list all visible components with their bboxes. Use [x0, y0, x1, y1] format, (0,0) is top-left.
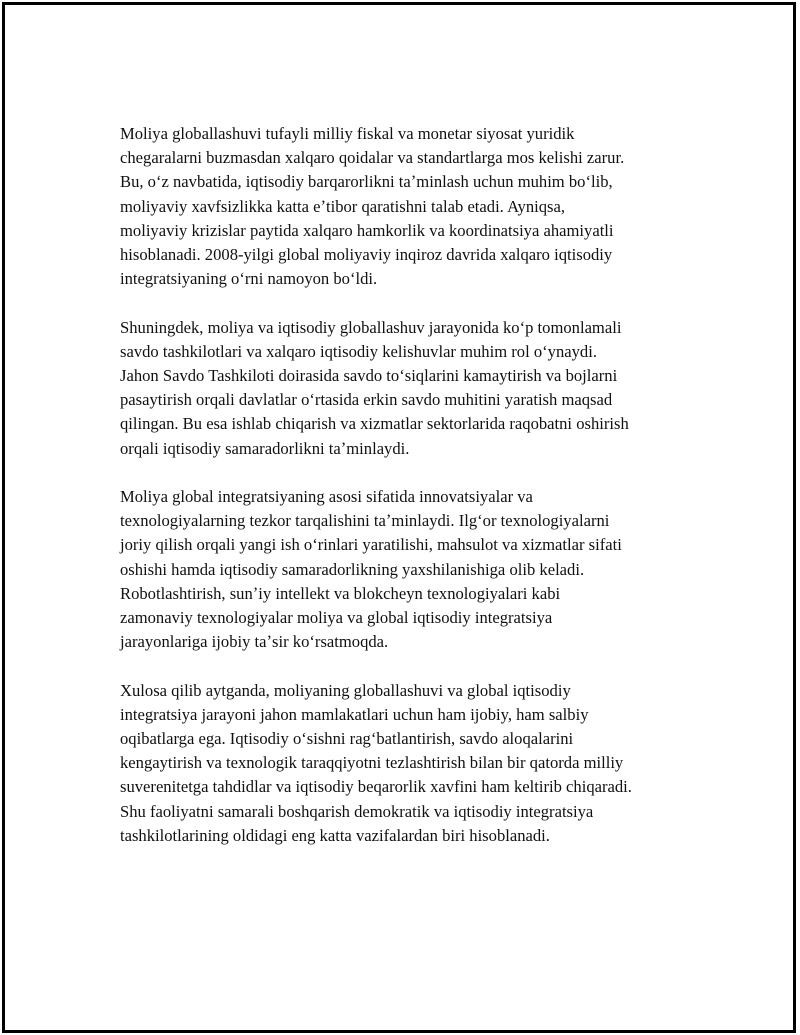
paragraph-1: Moliya globallashuvi tufayli milliy fiskal va monetar siyosat yuridik chegaralarni buzmasdan xalqaro qoidalar va standartlarga mos kelishi zarur. Bu, oʻz navbatida, iqtisodiy barqarorlikni taʼminlash uchun muhim boʻlib, moliyaviy xavfsizlikka katta eʼtibor qaratishni talab etadi. Ayniqsa, moliyaviy krizislar paytida xalqaro hamkorlik va koordinatsiya ahamiyatli hisoblanadi. 2008-yilgi global moliyaviy inqiroz davrida xalqaro iqtisodiy integratsiyaning oʻrni namoyon boʻldi. — [120, 124, 625, 289]
page-frame — [2, 2, 796, 1033]
paragraph-4: Xulosa qilib aytganda, moliyaning globallashuvi va global iqtisodiy integratsiya jarayoni jahon mamlakatlari uchun ham ijobiy, ham salbiy oqibatlarga ega. Iqtisodiy oʻsishni ragʻbatlantirish, savdo aloqalarini kengaytirish va texnologik taraqqiyotni tezlashtirish bilan bir qatorda milliy suverenitetga tahdidlar va iqtisodiy beqarorlik xavfini ham keltirib chiqaradi. Shu faoliyatni samarali boshqarish demokratik va iqtisodiy integratsiya tashkilotlarining oldidagi eng katta vazifalardan biri hisoblanadi. — [120, 680, 632, 845]
paragraph-3: Moliya global integratsiyaning asosi sifatida innovatsiyalar va texnologiyalarning tezkor tarqalishini taʼminlaydi. Ilgʻor texnologiyalarni joriy qilish orqali yangi ish oʻrinlari yaratilishi, mahsulot va xizmatlar sifati oshishi hamda iqtisodiy samaradorlikning yaxshilanishiga olib keladi. Robotlashtirish, sunʼiy intellekt va blokcheyn texnologiyalari kabi zamonaviy texnologiyalar moliya va global iqtisodiy integratsiya jarayonlariga ijobiy taʼsir koʻrsatmoqda. — [120, 487, 622, 652]
document-body — [120, 122, 700, 872]
paragraph-2: Shuningdek, moliya va iqtisodiy globallashuv jarayonida koʻp tomonlamali savdo tashkilotlari va xalqaro iqtisodiy kelishuvlar muhim rol oʻynaydi. Jahon Savdo Tashkiloti doirasida savdo toʻsiqlarini kamaytirish va bojlarni pasaytirish orqali davlatlar oʻrtasida erkin savdo muhitini yaratish maqsad qilingan. Bu esa ishlab chiqarish va xizmatlar sektorlarida raqobatni oshirish orqali iqtisodiy samaradorlikni taʼminlaydi. — [120, 317, 629, 458]
